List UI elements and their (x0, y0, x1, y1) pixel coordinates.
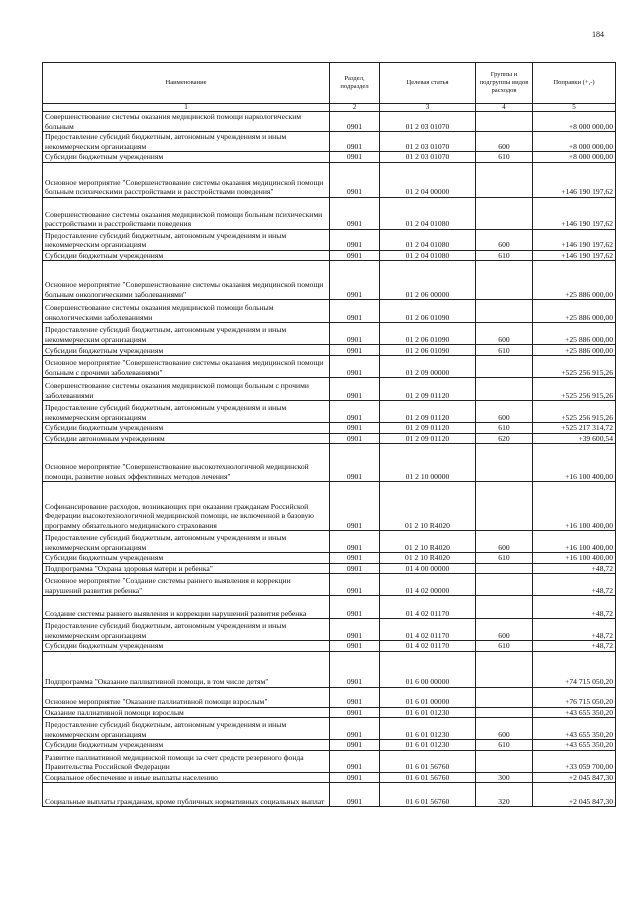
row-section: 0901 (330, 444, 380, 482)
table-row (43, 250, 616, 261)
row-target: 01 6 00 00000 (380, 651, 476, 687)
header-name: Наименование (43, 63, 330, 104)
row-group (476, 596, 533, 619)
row-section: 0901 (330, 433, 380, 444)
row-name: Софинансирование расходов, возникающих при оказании гражданам Российской Федерации высокотехнологичной медицинской помощи, не включенной в базовую программу обязательного медицинского страхования (43, 482, 330, 531)
row-amount: +8 000 000,00 (533, 152, 616, 163)
table-row (43, 772, 616, 783)
row-section: 0901 (330, 197, 380, 229)
row-group: 300 (476, 772, 533, 783)
row-group: 320 (476, 783, 533, 807)
row-target: 01 6 01 56760 (380, 772, 476, 783)
row-name: Основное мероприятие "Совершенствование системы оказания медицинской помощи больным психическими расстройствами и расстройствами поведения" (43, 162, 330, 197)
row-amount: +16 100 400,00 (533, 444, 616, 482)
row-group: 610 (476, 740, 533, 751)
row-name: Социальные выплаты гражданам, кроме публичных нормативных социальных выплат (43, 783, 330, 807)
row-group (476, 651, 533, 687)
column-number: 2 (330, 104, 380, 112)
row-target: 01 2 10 R4020 (380, 482, 476, 531)
table-row (43, 197, 616, 229)
table-row (43, 162, 616, 197)
row-group: 610 (476, 345, 533, 356)
row-target: 01 6 01 01230 (380, 707, 476, 718)
row-group: 600 (476, 132, 533, 152)
row-amount: +525 217 314,72 (533, 423, 616, 434)
budget-table (42, 62, 616, 807)
column-number: 3 (380, 104, 476, 112)
row-name: Предоставление субсидий бюджетным, автономным учреждениям и иным некоммерческим организациям (43, 531, 330, 553)
row-section: 0901 (330, 300, 380, 323)
table-row (43, 641, 616, 652)
row-target: 01 2 06 01090 (380, 345, 476, 356)
row-target: 01 2 03 01070 (380, 112, 476, 132)
row-target: 01 2 04 00000 (380, 162, 476, 197)
header-amount: Поправки (+,-) (533, 63, 616, 104)
row-amount: +76 715 050,20 (533, 687, 616, 707)
row-group (476, 197, 533, 229)
row-section: 0901 (330, 574, 380, 596)
table-row (43, 300, 616, 323)
row-section: 0901 (330, 772, 380, 783)
row-section: 0901 (330, 641, 380, 652)
row-name: Подпрограмма "Охрана здоровья матери и ребенка" (43, 563, 330, 574)
row-group: 610 (476, 641, 533, 652)
row-group (476, 444, 533, 482)
row-group: 600 (476, 531, 533, 553)
row-target: 01 2 10 00000 (380, 444, 476, 482)
row-name: Совершенствование системы оказания медицинской помощи больным с прочими заболеваниями (43, 378, 330, 401)
row-amount: +16 100 400,00 (533, 553, 616, 564)
row-group (476, 707, 533, 718)
row-target: 01 2 09 01120 (380, 433, 476, 444)
row-target: 01 6 01 01230 (380, 740, 476, 751)
row-amount: +43 655 350,20 (533, 707, 616, 718)
table-row (43, 783, 616, 807)
row-amount: +48,72 (533, 619, 616, 641)
row-target: 01 2 06 01090 (380, 323, 476, 345)
row-group (476, 162, 533, 197)
table-row (43, 574, 616, 596)
table-row (43, 740, 616, 751)
table-row (43, 401, 616, 423)
table-body (43, 112, 616, 807)
row-section: 0901 (330, 162, 380, 197)
row-name: Создание системы раннего выявления и коррекции нарушений развития ребенка (43, 596, 330, 619)
table-row (43, 356, 616, 378)
row-amount: +16 100 400,00 (533, 531, 616, 553)
row-section: 0901 (330, 378, 380, 401)
row-target: 01 4 00 00000 (380, 563, 476, 574)
row-name: Основное мероприятие "Совершенствование высокотехнологичной медицинской помощи, развитие новых эффективных методов лечения" (43, 444, 330, 482)
row-section: 0901 (330, 707, 380, 718)
table-row (43, 444, 616, 482)
row-target: 01 4 02 01170 (380, 641, 476, 652)
row-group: 600 (476, 229, 533, 250)
row-section: 0901 (330, 261, 380, 300)
row-target: 01 6 01 01230 (380, 718, 476, 740)
row-section: 0901 (330, 401, 380, 423)
row-section: 0901 (330, 740, 380, 751)
row-target: 01 2 09 01120 (380, 423, 476, 434)
row-group (476, 687, 533, 707)
row-target: 01 6 01 56760 (380, 783, 476, 807)
row-section: 0901 (330, 132, 380, 152)
row-name: Основное мероприятие "Совершенствование системы оказания медицинской помощи больным с прочими заболеваниями" (43, 356, 330, 378)
row-group (476, 574, 533, 596)
row-target: 01 2 09 01120 (380, 401, 476, 423)
row-target: 01 2 04 01080 (380, 250, 476, 261)
header-group: Группы и подгруппы видов расходов (476, 63, 533, 104)
row-group (476, 482, 533, 531)
row-amount: +25 886 000,00 (533, 323, 616, 345)
row-target: 01 2 03 01070 (380, 132, 476, 152)
row-amount: +43 655 350,20 (533, 740, 616, 751)
row-group (476, 356, 533, 378)
table-row (43, 152, 616, 163)
table-row (43, 750, 616, 772)
column-number: 4 (476, 104, 533, 112)
row-target: 01 6 01 00000 (380, 687, 476, 707)
row-amount: +2 045 847,30 (533, 772, 616, 783)
row-amount: +2 045 847,30 (533, 783, 616, 807)
row-group (476, 750, 533, 772)
row-section: 0901 (330, 356, 380, 378)
row-target: 01 2 09 01120 (380, 378, 476, 401)
row-name: Развитие паллиативной медицинской помощи за счет средств резервного фонда Правительства Российской Федерации (43, 750, 330, 772)
row-target: 01 2 09 00000 (380, 356, 476, 378)
row-section: 0901 (330, 553, 380, 564)
row-name: Субсидии бюджетным учреждениям (43, 152, 330, 163)
row-name: Предоставление субсидий бюджетным, автономным учреждениям и иным некоммерческим организациям (43, 619, 330, 641)
row-amount: +146 190 197,62 (533, 197, 616, 229)
column-number-row (43, 104, 616, 112)
row-name: Субсидии бюджетным учреждениям (43, 641, 330, 652)
row-group: 610 (476, 250, 533, 261)
row-target: 01 2 04 01080 (380, 197, 476, 229)
row-group (476, 300, 533, 323)
row-amount: +525 256 915,26 (533, 401, 616, 423)
row-target: 01 2 10 R4020 (380, 531, 476, 553)
row-group (476, 378, 533, 401)
row-group: 610 (476, 152, 533, 163)
row-amount: +8 000 000,00 (533, 132, 616, 152)
row-amount: +25 886 000,00 (533, 261, 616, 300)
row-section: 0901 (330, 651, 380, 687)
table-row (43, 229, 616, 250)
table-row (43, 553, 616, 564)
row-target: 01 6 01 56760 (380, 750, 476, 772)
row-name: Основное мероприятие "Оказание паллиативной помощи взрослым" (43, 687, 330, 707)
table-row (43, 619, 616, 641)
row-amount: +146 190 197,62 (533, 162, 616, 197)
row-name: Совершенствование системы оказания медицинской помощи больным онкологическими заболеваниями (43, 300, 330, 323)
row-amount: +48,72 (533, 641, 616, 652)
table-row (43, 563, 616, 574)
table-row (43, 687, 616, 707)
row-group: 600 (476, 401, 533, 423)
row-name: Субсидии бюджетным учреждениям (43, 345, 330, 356)
page-number: 184 (592, 30, 604, 39)
table-row (43, 112, 616, 132)
row-target: 01 2 10 R4020 (380, 553, 476, 564)
row-section: 0901 (330, 423, 380, 434)
row-group: 610 (476, 423, 533, 434)
column-number: 1 (43, 104, 330, 112)
row-amount: +48,72 (533, 563, 616, 574)
row-target: 01 2 04 01080 (380, 229, 476, 250)
row-group (476, 563, 533, 574)
row-target: 01 4 02 01170 (380, 596, 476, 619)
row-amount: +25 886 000,00 (533, 300, 616, 323)
table-row (43, 718, 616, 740)
row-section: 0901 (330, 718, 380, 740)
row-section: 0901 (330, 112, 380, 132)
row-section: 0901 (330, 619, 380, 641)
table-row (43, 378, 616, 401)
row-amount: +16 100 400,00 (533, 482, 616, 531)
row-target: 01 2 06 01090 (380, 300, 476, 323)
row-target: 01 4 02 01170 (380, 619, 476, 641)
table-row (43, 423, 616, 434)
row-amount: +48,72 (533, 596, 616, 619)
row-name: Предоставление субсидий бюджетным, автономным учреждениям и иным некоммерческим организациям (43, 229, 330, 250)
table-row (43, 345, 616, 356)
table-row (43, 482, 616, 531)
row-amount: +48,72 (533, 574, 616, 596)
row-section: 0901 (330, 563, 380, 574)
row-section: 0901 (330, 152, 380, 163)
row-group (476, 112, 533, 132)
row-name: Субсидии бюджетным учреждениям (43, 553, 330, 564)
header-target: Целевая статья (380, 63, 476, 104)
row-name: Предоставление субсидий бюджетным, автономным учреждениям и иным некоммерческим организациям (43, 323, 330, 345)
row-name: Совершенствование системы оказания медицинской помощи наркологическим больным (43, 112, 330, 132)
row-amount: +25 886 000,00 (533, 345, 616, 356)
row-group: 610 (476, 553, 533, 564)
row-group: 620 (476, 433, 533, 444)
row-name: Основное мероприятие "Создание системы раннего выявления и коррекции нарушений развития ребенка" (43, 574, 330, 596)
row-group: 600 (476, 619, 533, 641)
row-name: Предоставление субсидий бюджетным, автономным учреждениям и иным некоммерческим организациям (43, 401, 330, 423)
row-name: Предоставление субсидий бюджетным, автономным учреждениям и иным некоммерческим организациям (43, 718, 330, 740)
row-section: 0901 (330, 531, 380, 553)
row-section: 0901 (330, 229, 380, 250)
row-amount: +33 059 700,00 (533, 750, 616, 772)
header-section: Раздел, подраздел (330, 63, 380, 104)
row-amount: +146 190 197,62 (533, 229, 616, 250)
row-amount: +74 715 050,20 (533, 651, 616, 687)
table-row (43, 323, 616, 345)
row-group (476, 261, 533, 300)
column-number: 5 (533, 104, 616, 112)
row-name: Субсидии автономным учреждениям (43, 433, 330, 444)
row-section: 0901 (330, 345, 380, 356)
row-amount: +525 256 915,26 (533, 356, 616, 378)
row-group: 600 (476, 718, 533, 740)
row-name: Подпрограмма "Оказание паллиативной помощи, в том числе детям" (43, 651, 330, 687)
row-section: 0901 (330, 250, 380, 261)
row-name: Субсидии бюджетным учреждениям (43, 740, 330, 751)
row-amount: +525 256 915,26 (533, 378, 616, 401)
table-row (43, 707, 616, 718)
row-group: 600 (476, 323, 533, 345)
row-amount: +146 190 197,62 (533, 250, 616, 261)
row-name: Основное мероприятие "Совершенствование системы оказания медицинской помощи больным онкологическими заболеваниями" (43, 261, 330, 300)
row-section: 0901 (330, 596, 380, 619)
row-section: 0901 (330, 750, 380, 772)
row-name: Социальное обеспечение и иные выплаты населению (43, 772, 330, 783)
row-name: Предоставление субсидий бюджетным, автономным учреждениям и иным некоммерческим организациям (43, 132, 330, 152)
table-header-row (43, 63, 616, 104)
row-name: Оказание паллиативной помощи взрослым (43, 707, 330, 718)
row-section: 0901 (330, 482, 380, 531)
row-name: Субсидии бюджетным учреждениям (43, 250, 330, 261)
row-target: 01 2 03 01070 (380, 152, 476, 163)
row-target: 01 2 06 00000 (380, 261, 476, 300)
row-section: 0901 (330, 687, 380, 707)
row-section: 0901 (330, 323, 380, 345)
table-row (43, 651, 616, 687)
row-amount: +43 655 350,20 (533, 718, 616, 740)
row-section: 0901 (330, 783, 380, 807)
row-amount: +8 000 000,00 (533, 112, 616, 132)
row-name: Совершенствование системы оказания медицинской помощи больным психическими расстройствами и расстройствами поведения (43, 197, 330, 229)
table-row (43, 132, 616, 152)
row-target: 01 4 02 00000 (380, 574, 476, 596)
table-row (43, 531, 616, 553)
table-row (43, 596, 616, 619)
table-row (43, 433, 616, 444)
table-row (43, 261, 616, 300)
row-amount: +39 600,54 (533, 433, 616, 444)
row-name: Субсидии бюджетным учреждениям (43, 423, 330, 434)
